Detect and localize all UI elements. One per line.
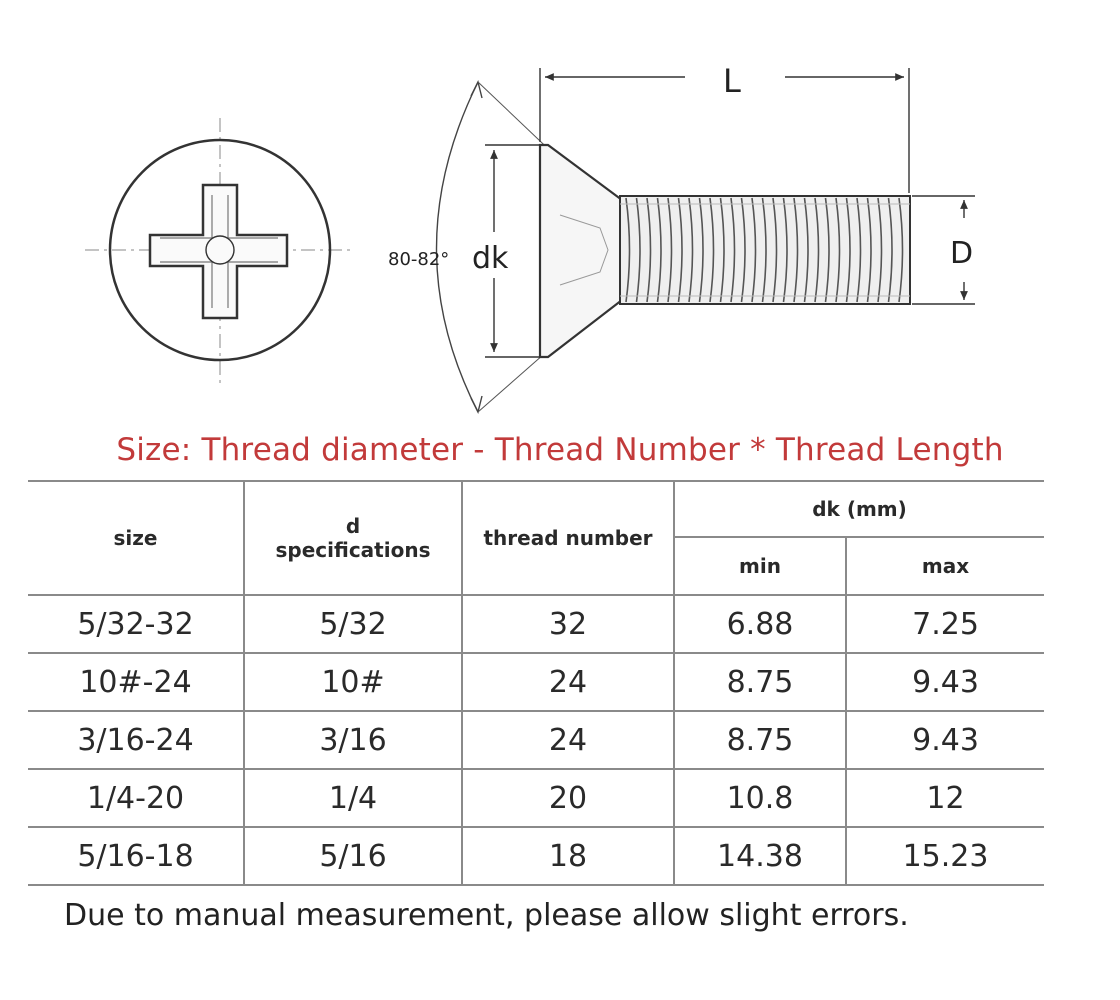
head-diameter-label: dk [472,241,509,276]
spec-table [28,480,1044,886]
cell-d: 1/4 [244,769,462,827]
cell-size: 5/16-18 [28,827,244,885]
header-d-line1: d [345,514,361,538]
table-row [28,711,1044,769]
header-min: min [674,537,846,595]
cell-max: 9.43 [846,653,1044,711]
angle-label: 80-82° [388,249,450,270]
header-max: max [846,537,1044,595]
cell-min: 10.8 [674,769,846,827]
cell-d: 5/32 [244,595,462,653]
table-row [28,653,1044,711]
cell-max: 15.23 [846,827,1044,885]
table-row [28,769,1044,827]
cell-thread-number: 24 [462,653,674,711]
cell-max: 9.43 [846,711,1044,769]
cell-d: 10# [244,653,462,711]
header-thread-number: thread number [462,481,674,595]
cell-thread-number: 18 [462,827,674,885]
cell-max: 12 [846,769,1044,827]
table-row [28,595,1044,653]
thread-diameter-label: D [950,236,974,271]
cell-min: 6.88 [674,595,846,653]
cell-d: 5/16 [244,827,462,885]
cell-thread-number: 20 [462,769,674,827]
screw-drawing [0,0,1120,430]
head-top-view [85,118,355,385]
cell-d: 3/16 [244,711,462,769]
cell-size: 5/32-32 [28,595,244,653]
cell-min: 8.75 [674,711,846,769]
cell-size: 3/16-24 [28,711,244,769]
cell-max: 7.25 [846,595,1044,653]
header-dk: dk (mm) [674,481,1044,537]
length-label: L [723,62,741,100]
cell-size: 1/4-20 [28,769,244,827]
measurement-note: Due to manual measurement, please allow slight errors. [64,898,909,933]
cell-thread-number: 32 [462,595,674,653]
header-d [244,481,462,595]
cell-size: 10#-24 [28,653,244,711]
table-row [28,827,1044,885]
header-size: size [28,481,244,595]
header-d-line2: specifications [275,538,431,562]
size-format-caption: Size: Thread diameter - Thread Number * Thread Length [116,432,1004,468]
cell-min: 14.38 [674,827,846,885]
cell-thread-number: 24 [462,711,674,769]
cell-min: 8.75 [674,653,846,711]
screw-side-view [540,145,910,357]
